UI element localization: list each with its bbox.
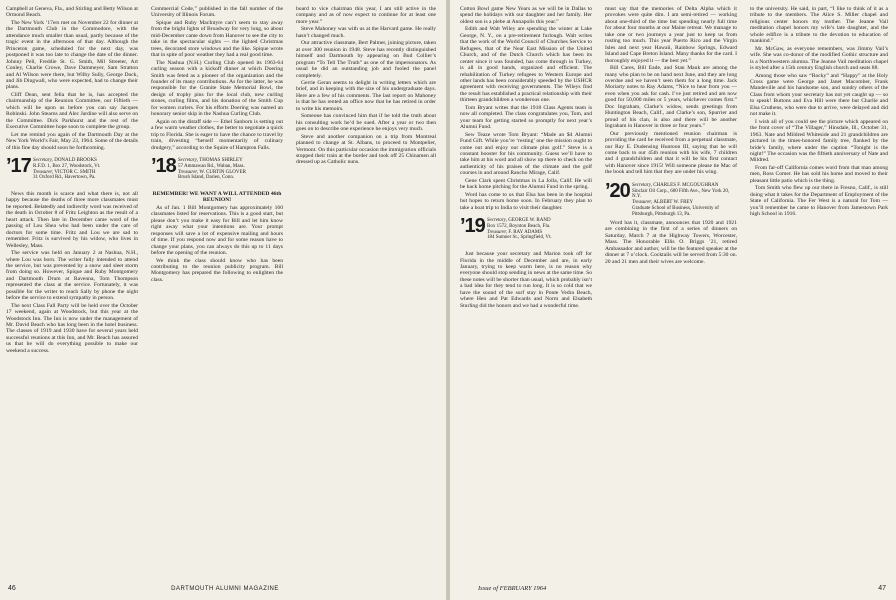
- right-column-1: [460, 6, 592, 578]
- treasurer-name: ALBERT W. FREY: [653, 200, 694, 206]
- paragraph: Again on the distaff side — Ethel Sanborn is setting out a few warm weather clothes, the better to negotiate a quick trip to Florida. She is eager to have the chance to travel by train, divesting “herself momentarily of culinary drudgery,” according to the Squire of Hampton Falls.: [151, 118, 283, 151]
- class-header-1920: [605, 179, 737, 217]
- paragraph: Cotton Bowl game New Years as we will be in Dallas to spend the holidays with our daughter and her family. Her oldest son is a plebe at Annapolis this year.”: [460, 6, 592, 25]
- paragraph: News this month is scarce and what there is, not all happy because the deaths of three more classmates must be reported. Belatedly and indirectly word was received of the death in October 8 of Fritz Leighton as the result of a heart attack. Then late in December came word of the passing of Lou Shea who had been under the care of doctors for some time. Fritz and Lou we are sad to remember. Fritz is survived by his widow, who lives in Wellesley, Mass.: [6, 190, 138, 249]
- paragraph: As of Jan. 1 Bill Montgomery has approximately 160 classmates listed for reservations. This is a good start, but please don’t you make it easy for Bill and let him know right away what your intentions are. Your prompt responses will save a lot of expensive mailing and hours of time. If you respond now and for some reason have to change your plans, you can always do this up to 11 days before the opening of the reunion.: [151, 204, 283, 257]
- left-page: [0, 0, 446, 600]
- paragraph: Our previously mentioned reunion chairman is providing the card he received from a perpetual classmate, our Ray E. Dudensing Huntoon III, saying that he will come back to our 45th reunion with his wife, 7 children and 4 grandchildren and that it will be his first contact with Hanover since 1915! Will someone please tie Mac of the book and tell him that they are under his wing.: [605, 130, 737, 176]
- secretary-address: Box 1572, Boynton Beach, Fla.: [487, 223, 551, 229]
- class-officers: [487, 218, 592, 241]
- paragraph: Someone has convinced him that if he told the truth about his consulting work he’d be sued. After a year or two then goes on to describe one experience he enjoys very much.: [296, 113, 436, 133]
- treasurer-role: Treasurer,: [632, 200, 653, 206]
- secretary-role: Secretary,: [632, 182, 652, 188]
- paragraph: The next Class Fall Party will be held over the October 17 weekend, again at Woodstock, but this year at the Woodstock Inn. The Inn is now under the management of Mr. David Beach who has long been in the hotel business. The classes of 1919 and 1930 have for several years held successful reunions at this Inn, and Mr. Beach has assured us that he will do everything possible to make our weekend a success.: [6, 302, 138, 354]
- paragraph: Word has come to us that Elsa has been in the hospital but hopes to return home soon. In February they plan to take a boat trip to India to visit their daughter.: [460, 191, 592, 211]
- secretary-role: Secretary,: [487, 218, 507, 224]
- class-header-1919: [460, 217, 592, 239]
- treasurer-name: VICTOR C. SMITH: [54, 169, 96, 175]
- secretary-role: Secretary,: [33, 157, 53, 163]
- paragraph: Cliff Dean, sent fella that he is, has accepted the chairmanship of the Reunion Committee, our Fiftieth — which will be upon us before you can say Jacques Robinski. John Stearns and Alec Jardine will also serve on the Committee. Dick Parkhurst and the rest of the Executive Committee hope soon to complete the group.: [6, 91, 138, 131]
- secretary-name: GEORGE W. RAND: [508, 218, 551, 224]
- paragraph: Sew Teaze wrote Tom Bryant: “Made an $4 Alumni Fund Gift. While you’re ‘resting’ one the mission ought to come out and enjoy our climate plus golf.” Steve is a constant booster for his community. Guess we’ll have to take him at his word and all show up there to check on the authenticity of his praises of the climate and the golf courses in and around Rancho Mirage, Calif.: [460, 131, 592, 177]
- paragraph: Spique and Ruby MacIntyre can’t seem to stay away from the bright lights of Broadway for very long, so about mid-December came down from Hanover to see the city to take in the spectacular sights — the lighted Christmas trees, decorated store windows and the like. Spique wrote that in spite of poor weather they had a real good time.: [151, 19, 283, 59]
- treasurer-name: F. RAY ADAMS: [508, 229, 543, 235]
- class-officers: [33, 158, 138, 181]
- reunion-headline: REMEMBER! WE WANT A WILL ATTENDED 46th REUNION!: [152, 190, 282, 204]
- treasurer-address: 184 Sumner St., Springfield, Vt.: [487, 235, 552, 241]
- paragraph: Just because your secretary and Marion took off for Florida in the middle of December and are, in early January, trying to keep warm here, is no reason why everyone should stop sending in news at the same time. So these notes will be shorter than usual, which probably isn’t a bad idea for they tend to run long. It is so cold that we have the sound of the surf stay in Ponte Vedra Beach, where Hen and Pat Edwards and Norm and Elsabeth Sturling did the honors and we had a wonderful time.: [460, 251, 592, 309]
- paragraph: Among those who saw “Rocky” and “Happy” at the Holy Cross game were George and Janet Macomber, Frank Mandeville and his handsome son, and sundry others of the Class from whom your secretary has not yet caught up — so to speak! Buttons and Eva Hill were there but Charlie and Elsa Cruthens, who were due to arrive, were delayed and did not make it.: [750, 72, 888, 118]
- secretary-role: Secretary,: [178, 157, 198, 163]
- paragraph: The New York ’17ers met on November 22 for dinner at the Dartmouth Club in the Commodore, with the attendance much smaller than usual, partly because of the tragic event in the afternoon of that day. Although the Princeton game, scheduled for the next day, was postponed it was too late to change the date of the dinner. Johnny Pell, Freddie St. G. Smith, Mil Streeter, Art Conley, Charlie Crowe, Dave Dammeyer, Sam Stratton and Al Wilson were there, but Wilby Sully, George Dock, and Jib Dingwall, who were expected, had to change their plans.: [6, 19, 138, 91]
- treasurer-name: W. CURTIN GLOVER: [199, 169, 246, 175]
- paragraph: Tom Smith who flew up our there in Fresno, Calif., is still doing what it takes for the Department of Employment of the State of California. The Fer West is a natural for Tom — you’ll remember he came to Hanover from Jamestown Park high School in 1916.: [750, 185, 888, 218]
- paragraph: board to vice chairman this year, I am still active in the company and as of now expect to continue for at least one more year.”: [296, 6, 436, 25]
- right-column-2: [605, 6, 737, 578]
- paragraph: Our attractive classmate, Bert Palmer, joining picture, taken at over 300 reunion in 1948. Steve has recently distinguished himself and Dartmouth by appearing on Bud Collier’s program “To Tell The Truth” as one of the impersonators. As usual he did an outstanding job and fooled the panel completely.: [296, 40, 436, 79]
- paragraph: Tom Bryant writes that the 1918 Class Agents team is now all completed. The class congratulates you, Tom, and your team for getting started so promptly for next year’s Alumni Fund.: [460, 104, 592, 131]
- class-header-1917: [6, 154, 138, 181]
- issue-footer: Issue of FEBRUARY 1964: [478, 585, 547, 592]
- left-column-2: [151, 6, 283, 578]
- class-year: ’19: [460, 215, 485, 238]
- class-year: ’17: [6, 154, 31, 177]
- page-number: 47: [878, 585, 886, 592]
- paragraph: Steve Mahoney was with us at the Harvard game. He really hasn’t changed much.: [296, 26, 436, 39]
- paragraph: Steve and another companion on a trip from Montreal planned to change at St. Albans, to proceed to Montpelier, Vermont. On this particular occasion the immigration officials stopped their train at the border and took off 25 Chinamen all dressed up as Catholic nuns.: [296, 133, 436, 166]
- secretary-name: CHARLES F. MCGOUGHRAN: [653, 182, 719, 188]
- left-column-3: [296, 6, 436, 578]
- paragraph: The service was held on January 2 at Nashua, N.H., where Lou was born. The writer fully intended to attend the service, but was prevented by a snow and sleet storm from doing so. However, Spique and Ruby Montgomery and Dartmouth Drum at Ravenna, Tom Thompson represented the class at the service. Fortunately, it was possible for the writer to reach Sally by phone the night before the service to extend sympathy in person.: [6, 250, 138, 302]
- treasurer-address: Graduate School of Business, University of Pittsburgh, Pittsburgh 13, Pa.: [632, 205, 719, 217]
- paragraph: Word has it, classmate, announces that 1920 and 1921 are combining in the first of a series of dinners on Saturday, March 7 at the Highway Towers, Worcester, Mass. The Honorable Ellis O. Briggs ’21, retired Ambassador and author, will be the featured speaker at the dinner at 7 o’clock. Cocktails will be served from 5:30 on. 20 and 21 men and their wives are welcome.: [605, 219, 737, 265]
- treasurer-role: Treasurer,: [33, 169, 54, 175]
- paragraph: From far-off California comes word from that man among men, Ross Comer. He has sold his home and moved to their pleasant little patio which is the thing.: [750, 164, 888, 184]
- treasurer-address: Brush Island, Darien, Conn.: [178, 175, 235, 181]
- treasurer-role: Treasurer,: [178, 169, 199, 175]
- secretary-name: DONALD BROOKS: [54, 157, 97, 163]
- treasurer-role: Treasurer,: [487, 229, 508, 235]
- right-column-3: [750, 6, 888, 578]
- class-year: ’18: [151, 154, 176, 177]
- paragraph: Mr. McGaw, as everyone remembers, was Jimmy Vail’s wife. She was co-donor of the modified Gothic structure and is a Northwestern alumna. The Jeanne Vail meditation chapel is styled after a 15th century English church and seats 88.: [750, 45, 888, 72]
- class-officers: [178, 158, 283, 181]
- magazine-footer: DARTMOUTH ALUMNI MAGAZINE: [171, 586, 279, 592]
- treasurer-address: 31 Oxford Rd., Havertown, Pa.: [33, 175, 96, 181]
- paragraph: must say that the memories of Delta Alpha which it provokes were quite dim. I am semi-retired — working about one-third of the time but spending nearly full time for about four months at our Maine retreat. We manage to take one or two journeys a year just to keep us from rusting too much. This year Puerto Rico and the Virgin Isles and next year Hawaii, Rainbow Springs, Edward Island and Cape Breton Island. Many thanks for the card. I thoroughly enjoyed it — the best yet.”: [605, 6, 737, 64]
- paragraph: Gerrie Geran seems to delight in writing letters which are brief, and in keeping with the size of his undergraduate days. Here are a few of his comments. The last report on Mahoney is that he has rented an office now that he has retired in order to write his memoirs.: [296, 79, 436, 112]
- paragraph: Let me remind you again of the Dartmouth Day at the New York World’s Fair, May 23, 1964. Some of the details of this fine day should soon be forthcoming.: [6, 131, 138, 151]
- paragraph: Commercial Code,” published in the fall number of the University of Illinois Forum.: [151, 6, 283, 19]
- right-page: [450, 0, 896, 600]
- secretary-address: Sinclair Oil Corp., 600 Fifth Ave., New York 20, N.Y.: [632, 188, 730, 200]
- secretary-address: R.F.D. 1, Box 27, Woodstock, Vt.: [33, 163, 101, 169]
- class-year: ’20: [605, 179, 630, 202]
- class-officers: [632, 183, 737, 218]
- paragraph: We think the class should know who has been contributing to the reunion publicity program. Bill Montgomery has prepared the following to enlighten the class.: [151, 257, 283, 283]
- secretary-name: THOMAS SHIRLEY: [199, 157, 243, 163]
- left-column-1: [6, 6, 138, 578]
- paragraph: Campbell at Geneva, Fla., and Stirling and Betty Wilson at Ormond Beach.: [6, 6, 138, 19]
- paragraph: I wish all of you could see the picture which appeared on the front cover of “The Villager,” Hinsdale, Ill., October 31, 1963. Nate and Mildred Whiteside and 21 grandchildren are pictured in the times-honored family tree, flanked by the bride’s family, where under the caption “Tonight is the night!” The occasion was the fiftieth anniversary of Nate and Mildred.: [750, 118, 888, 164]
- secretary-address: 57 Ammawan Rd., Waban, Mass.: [178, 163, 245, 169]
- paragraph: Gene Clark spent Christmas in La Jolla, Calif. He will be back home pitching for the Alumni Fund in the spring.: [460, 177, 592, 191]
- paragraph: Edith and Walt Wiley are spending the winter at Lake George, N. Y., on a pre-retirement furlough. Walt writes that the work of the World Council of Churches Service to Refugees, that of the Near East Mission of the United Church, and of the Dutch Church which has been its center since it was founded, has come through in Turkey, is all in good hands, organized and efficient. The rehabilitation of Turkey refugees to Western Europe and other lands has been considerably speeded by the USHCR agreement with receiving governments. The Wileys find the result has established a practical relationship with their thirteen grandchildren a wonderous one.: [460, 26, 592, 104]
- paragraph: The Nashua (N.H.) Curling Club opened its 1963-64 curling season with a kickoff dinner at which Doering Smith was feted as a pioneer of the organization and the founder of its many contributions. As for the latter, he was responsible for the Granite State Memorial Bowl, the design of trophy pins for the local club, new curling stones, curling films, and his donation of the Smith Cup for women curlers. For his efforts Doering was named an honorary senior skip in the Nashua Curling Club.: [151, 59, 283, 118]
- paragraph: to the university. He said, in part, “I like to think of it as a tribute to the members. The Alice S. Miller chapel and religious center honors my mother. The Jeanne Vail meditation chapel honors my wife’s late daughter, and the whole edifice is a tribute to the devotion to education of mankind.”: [750, 6, 888, 45]
- paragraph: Bill Cares, Bill Eade, and Stan Mauk are among the many who plan to be on hand next June, and they are long overdue and we haven’t seen them for a long time. Jack Moriarty notes to Ray Adams, “Nice to hear from you — even when you ask for cash. I’ve just retired and am now good for 50,000 miles or 5 years, whichever comes first.” Doc Ingraham, Clarke’s widow, sends greetings from Huntington Beach, Calif., and Clarke’s son, Spurrier and proud of his clan, is also and there will be another Ingraham in Hanover in three or four years.”: [605, 65, 737, 130]
- class-header-1918: [151, 154, 283, 181]
- page-number: 46: [8, 585, 16, 592]
